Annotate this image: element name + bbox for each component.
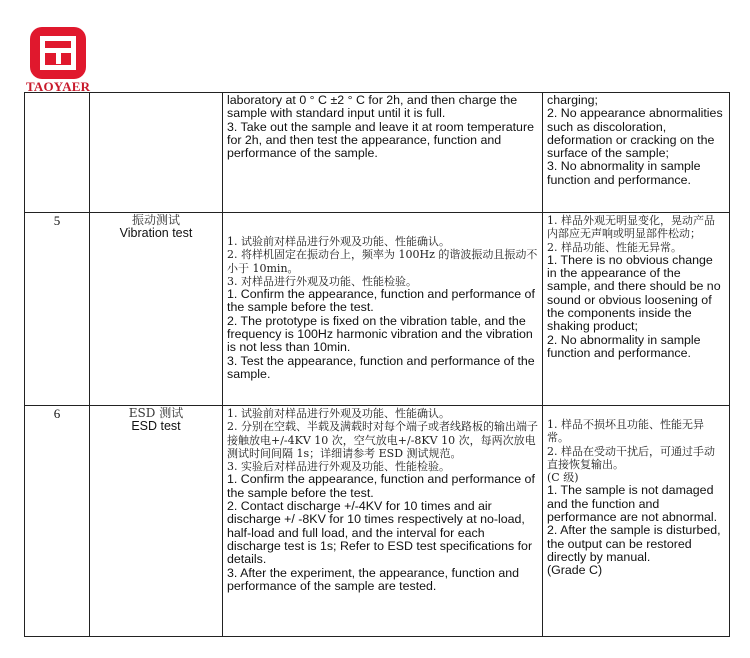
test-name-cell	[90, 93, 223, 213]
criteria-line: 1. There is no obvious change in the appearance of the sample, and there should be no sound or obvious loosening of the components inside the shaking product;	[547, 252, 721, 334]
test-number-cell	[25, 93, 90, 213]
criteria-line: 2. After the sample is disturbed, the output can be restored directly by manual.	[547, 523, 721, 564]
test-name-cell	[90, 213, 223, 406]
method-line: 3. Test the appearance, function and performance of the sample.	[227, 353, 535, 381]
method-line: 1. 试验前对样品进行外观及功能、性能确认。	[227, 235, 450, 248]
criteria-line: 2. No appearance abnormalities such as discoloration, deformation or cracking on the surface of the sample;	[547, 106, 723, 161]
table-row	[25, 93, 730, 213]
company-logo	[26, 27, 94, 93]
test-spec-table	[24, 92, 730, 637]
criteria-cell	[543, 93, 730, 213]
criteria-line: charging;	[547, 93, 598, 107]
method-line: 2. 分别在空载、半载及满载时对每个端子或者线路板的输出端子接触放电+/-4KV 10 次，空气放电+/-8KV 10 次，每两次放电测试时间间隔 1s；详细请参考 ESD 测试规范。	[227, 420, 538, 460]
criteria-line: 2. 样品在受动干扰后，可通过手动直接恢复输出。	[547, 444, 715, 471]
test-method-cell	[223, 93, 543, 213]
logo-mark-icon	[30, 27, 86, 79]
test-name-en: ESD test	[131, 419, 181, 434]
criteria-line: 1. 样品不损坏且功能、性能无异常。	[547, 418, 704, 445]
method-line: 1. Confirm the appearance, function and performance of the sample before the test.	[227, 287, 535, 315]
method-line: laboratory at 0 ° C ±2 ° C for 2h, and then charge the sample with standard input until it is full.	[227, 93, 518, 121]
test-name-cn: ESD 测试	[128, 406, 184, 420]
method-line: 2. The prototype is fixed on the vibration table, and the frequency is 100Hz harmonic vibration and the vibration is not less than 10min.	[227, 313, 533, 355]
criteria-cell	[543, 213, 730, 406]
logo-wordmark: TAOYAER	[26, 79, 91, 94]
method-line: 1. 试验前对样品进行外观及功能、性能确认。	[227, 407, 450, 420]
method-line: 2. Contact discharge +/-4KV for 10 times and air discharge +/ -8KV for 10 times respectively at no-load, half-load and full load, and the interval for each discharge test is 1s; Refer to ESD test specifications for details.	[227, 499, 533, 567]
criteria-line: (Grade C)	[547, 563, 603, 578]
criteria-line: 2. No abnormality in sample function and performance.	[547, 332, 701, 360]
test-method-cell	[223, 213, 543, 406]
method-line: 1. Confirm the appearance, function and performance of the sample before the test.	[227, 472, 535, 500]
criteria-line: (C 级)	[547, 471, 579, 485]
method-line: 3. 对样品进行外观及功能、性能检验。	[227, 274, 417, 288]
method-line: 2. 将样机固定在振动台上，频率为 100Hz 的谐波振动且振动不小于 10min。	[227, 248, 538, 275]
method-line: 3. After the experiment, the appearance, function and performance of the sample are tested.	[227, 565, 520, 593]
criteria-line: 1. The sample is not damaged and the function and performance are not abnormal.	[547, 483, 718, 525]
test-name-en: Vibration test	[119, 226, 193, 241]
table-row	[25, 406, 730, 637]
test-number-cell: 5	[25, 213, 90, 406]
method-line: 3. Take out the sample and leave it at room temperature for 2h, and then test the appearance, function and performance of the sample.	[227, 119, 534, 161]
criteria-cell	[543, 406, 730, 637]
test-method-cell	[223, 406, 543, 637]
test-number-cell: 6	[25, 406, 90, 637]
criteria-line: 1. 样品外观无明显变化，晃动产品内部应无声响或明显部件松动；	[547, 214, 715, 241]
method-line: 3. 实验后对样品进行外观及功能、性能检验。	[227, 460, 450, 474]
test-name-cell	[90, 406, 223, 637]
criteria-line: 2. 样品功能、性能无异常。	[547, 240, 682, 254]
criteria-line: 3. No abnormality in sample function and performance.	[547, 159, 701, 187]
table-row	[25, 213, 730, 406]
test-name-cn: 振动测试	[131, 213, 180, 227]
